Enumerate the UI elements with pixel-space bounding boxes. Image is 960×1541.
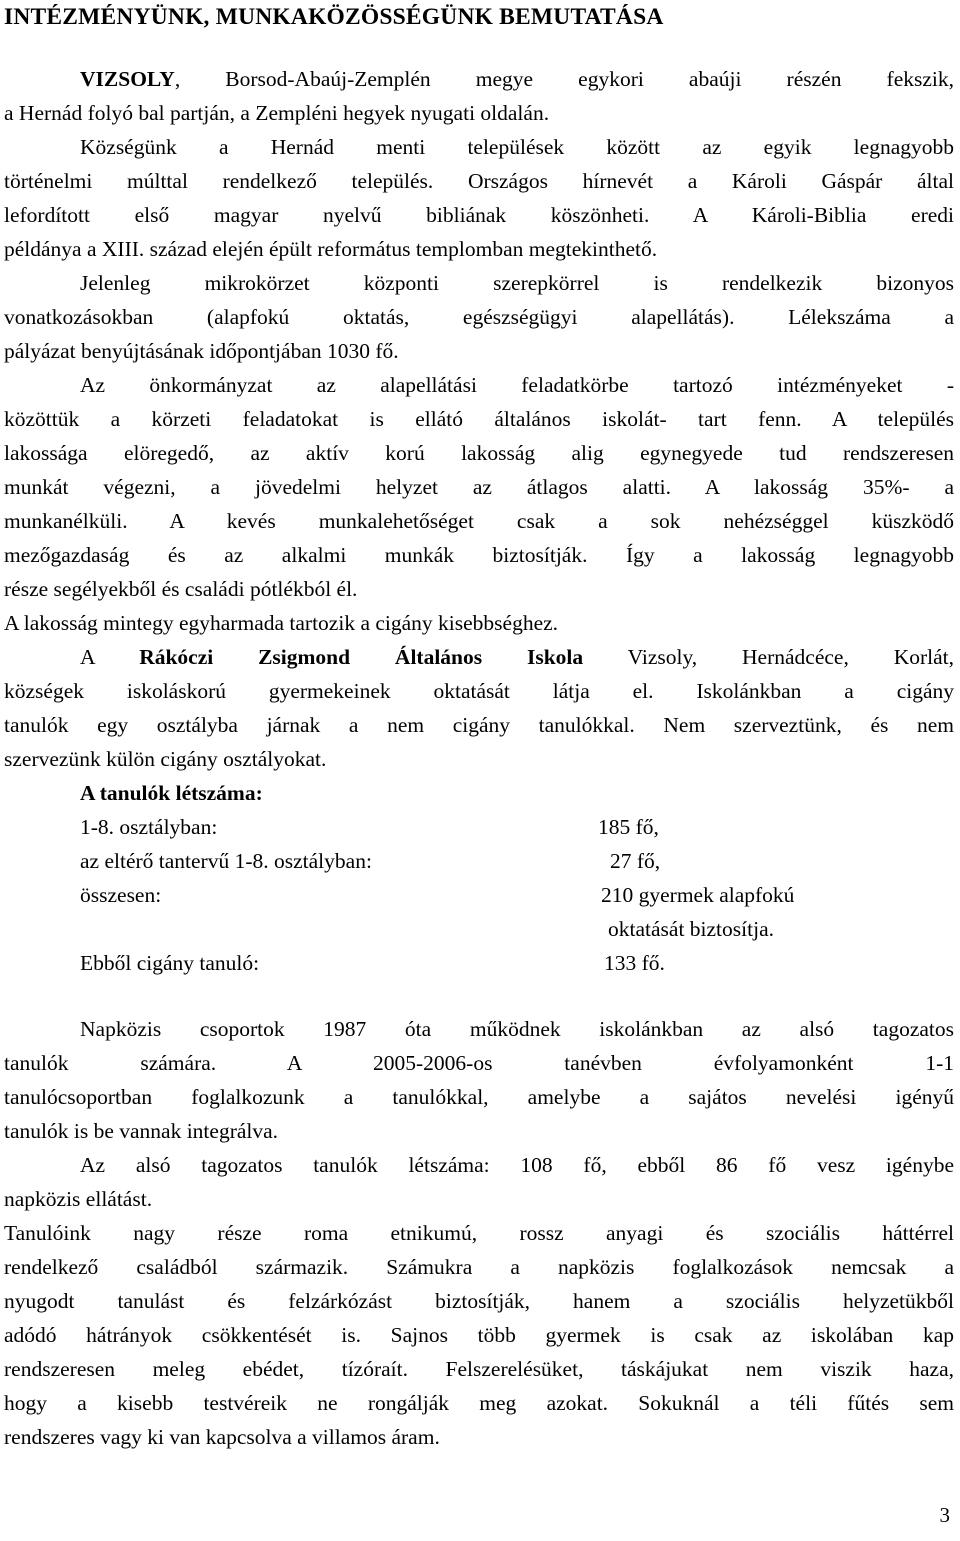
paragraph-line: Az alsó tagozatos tanulók létszáma: 108 fő, ebből 86 fő vesz igénybe <box>80 1153 954 1177</box>
paragraph-line: történelmi múlttal rendelkező település. Országos hírnevét a Károli Gáspár által <box>4 169 954 193</box>
paragraph-line: tanulócsoportban foglalkozunk a tanulókkal, amelybe a sajátos nevelési igényű <box>4 1085 954 1109</box>
stat-value: 210 gyermek alapfokú <box>601 883 795 907</box>
line-end: Vizsoly, Hernádcéce, Korlát, <box>583 645 954 669</box>
paragraph-line: példánya a XIII. század elején épült református templomban megtekinthető. <box>4 237 658 261</box>
paragraph-line: adódó hátrányok csökkentését is. Sajnos több gyermek is csak az iskolában kap <box>4 1323 954 1347</box>
paragraph-line: A lakosság mintegy egyharmada tartozik a cigány kisebbséghez. <box>4 611 559 635</box>
paragraph-line: tanulók is be vannak integrálva. <box>4 1119 279 1143</box>
paragraph-line: napközis ellátást. <box>4 1187 153 1211</box>
stat-label: Ebből cigány tanuló: <box>80 951 260 975</box>
school-name: Rákóczi Zsigmond Általános Iskola <box>139 645 584 669</box>
stat-value: 185 fő, <box>598 815 659 839</box>
paragraph-line: lakossága elöregedő, az aktív korú lakosság alig egynegyede tud rendszeresen <box>4 441 954 465</box>
paragraph-line <box>80 64 954 95</box>
paragraph-line: a Hernád folyó bal partján, a Zempléni hegyek nyugati oldalán. <box>4 101 550 125</box>
page-title: INTÉZMÉNYÜNK, MUNKAKÖZÖSSÉGÜNK BEMUTATÁSA <box>4 4 664 30</box>
paragraph-line: közöttük a körzeti feladatokat is ellátó általános iskolát- tart fenn. A település <box>4 407 954 431</box>
place-name: VIZSOLY <box>80 67 175 91</box>
paragraph-line: pályázat benyújtásának időpontjában 1030 fő. <box>4 339 399 363</box>
line-start: A <box>80 645 140 669</box>
stat-value: 27 fő, <box>610 849 661 873</box>
paragraph-line: Községünk a Hernád menti települések között az egyik legnagyobb <box>80 135 954 159</box>
paragraph-line: vonatkozásokban (alapfokú oktatás, egészségügyi alapellátás). Lélekszáma a <box>4 305 954 329</box>
paragraph-line <box>80 642 954 673</box>
paragraph-line: rendszeresen meleg ebédet, tízóraít. Felszerelésüket, táskájukat nem viszik haza, <box>4 1357 954 1381</box>
line-rest: , Borsod-Abaúj-Zemplén megye egykori abaúji részén fekszik, <box>174 67 954 91</box>
paragraph-line: tanulók egy osztályba járnak a nem cigány tanulókkal. Nem szerveztünk, és nem <box>4 713 954 737</box>
paragraph-line: községek iskoláskorú gyermekeinek oktatását látja el. Iskolánkban a cigány <box>4 679 954 703</box>
paragraph-line: szervezünk külön cigány osztályokat. <box>4 747 327 771</box>
stat-label: összesen: <box>80 883 162 907</box>
paragraph-line: munkanélküli. A kevés munkalehetőséget csak a sok nehézséggel küszködő <box>4 509 954 533</box>
stat-value-cont: oktatását biztosítja. <box>608 917 774 941</box>
paragraph-line: nyugodt tanulást és felzárkózást biztosítják, hanem a szociális helyzetükből <box>4 1289 954 1313</box>
stat-label: az eltérő tantervű 1-8. osztályban: <box>80 849 372 873</box>
paragraph-line: rendelkező családból származik. Számukra a napközis foglalkozások nemcsak a <box>4 1255 954 1279</box>
paragraph-line: rendszeres vagy ki van kapcsolva a villamos áram. <box>4 1425 440 1449</box>
stat-label: 1-8. osztályban: <box>80 815 218 839</box>
stats-heading: A tanulók létszáma: <box>80 781 263 805</box>
paragraph-line: hogy a kisebb testvéreik ne rongálják meg azokat. Sokuknál a téli fűtés sem <box>4 1391 954 1415</box>
paragraph-line: lefordított első magyar nyelvű bibliának köszönheti. A Károli-Biblia eredi <box>4 203 954 227</box>
paragraph-line: tanulók számára. A 2005-2006-os tanévben évfolyamonként 1-1 <box>4 1051 954 1075</box>
page-number: 3 <box>939 1503 950 1527</box>
stat-value: 133 fő. <box>604 951 665 975</box>
paragraph-line: Napközis csoportok 1987 óta működnek iskolánkban az alsó tagozatos <box>80 1017 954 1041</box>
paragraph-line: mezőgazdaság és az alkalmi munkák biztosítják. Így a lakosság legnagyobb <box>4 543 954 567</box>
paragraph-line: munkát végezni, a jövedelmi helyzet az átlagos alatti. A lakosság 35%- a <box>4 475 954 499</box>
paragraph-line: Jelenleg mikrokörzet központi szerepkörrel is rendelkezik bizonyos <box>80 271 954 295</box>
paragraph-line: Tanulóink nagy része roma etnikumú, rossz anyagi és szociális háttérrel <box>4 1221 954 1245</box>
paragraph-line: Az önkormányzat az alapellátási feladatkörbe tartozó intézményeket - <box>80 373 954 397</box>
paragraph-line: része segélyekből és családi pótlékból él. <box>4 577 358 601</box>
